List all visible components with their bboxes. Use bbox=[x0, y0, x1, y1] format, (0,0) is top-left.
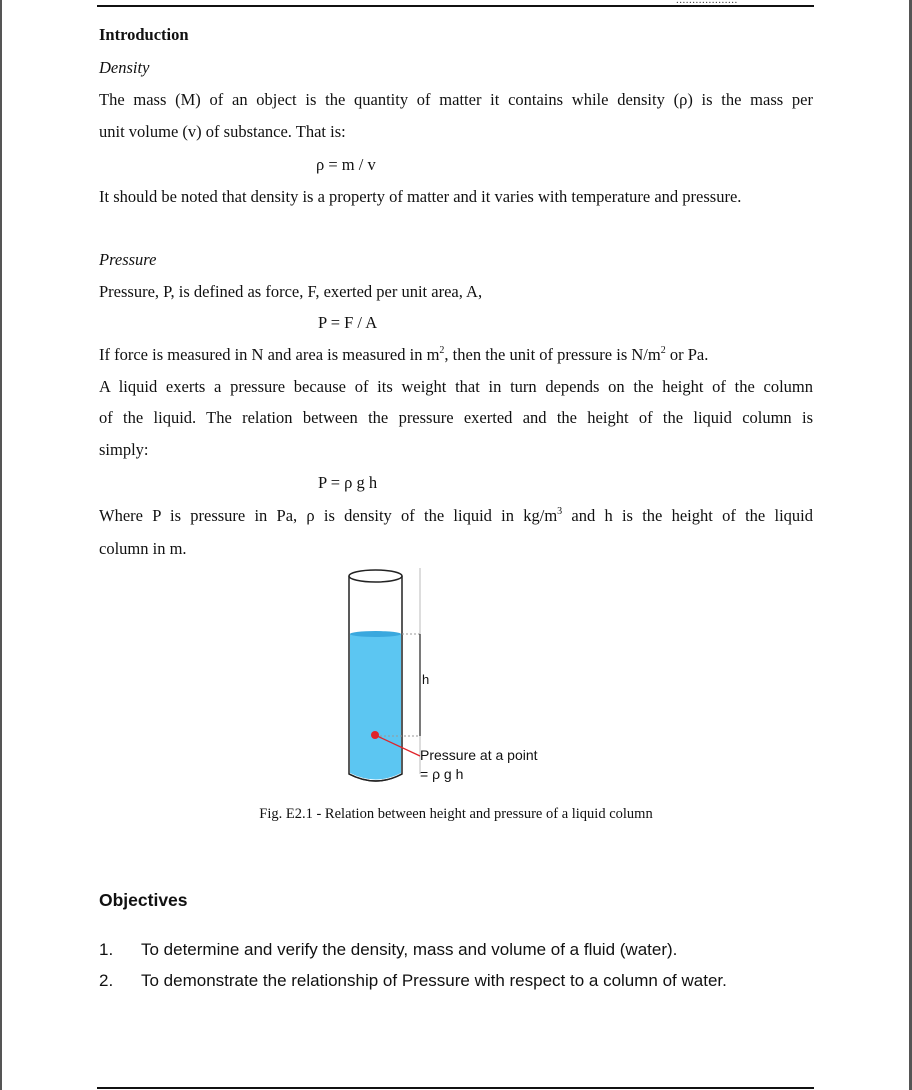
liquid-paragraph-line3: simply: bbox=[99, 440, 149, 459]
liquid-column bbox=[350, 634, 401, 780]
where-text-a: Where P is pressure in Pa, ρ is density of the liquid in kg/m bbox=[99, 506, 558, 525]
cylinder-rim bbox=[349, 570, 402, 582]
objectives-heading: Objectives bbox=[99, 890, 188, 910]
density-note: It should be noted that density is a property of matter and it varies with temperature and pressure. bbox=[99, 187, 742, 206]
hydrostatic-equation: P = ρ g h bbox=[318, 473, 378, 492]
introduction-heading: Introduction bbox=[99, 25, 189, 44]
where-line2: column in m. bbox=[99, 539, 187, 558]
unit-sup-2: 2 bbox=[660, 345, 666, 356]
unit-sup-1: 2 bbox=[439, 345, 445, 356]
objective-text-1: To determine and verify the density, mass and volume of a fluid (water). bbox=[141, 940, 678, 959]
objective-number-1: 1. bbox=[99, 940, 114, 959]
pressure-point-formula: = ρ g h bbox=[420, 766, 464, 782]
where-text-b: and h is the height of the liquid bbox=[562, 506, 813, 525]
height-label: h bbox=[422, 672, 430, 687]
pressure-equation: P = F / A bbox=[318, 313, 378, 332]
density-paragraph-line2: unit volume (v) of substance. That is: bbox=[99, 122, 346, 141]
header-fragment: ................... bbox=[676, 0, 738, 6]
where-line1 bbox=[99, 506, 813, 526]
figure-caption: Fig. E2.1 - Relation between height and pressure of a liquid column bbox=[259, 806, 653, 822]
unit-text-a: If force is measured in N and area is measured in m bbox=[99, 345, 440, 364]
density-paragraph-line1: The mass (M) of an object is the quantity of matter it contains while density (ρ) is the mass per bbox=[99, 90, 813, 109]
objective-text-2: To demonstrate the relationship of Pressure with respect to a column of water. bbox=[141, 971, 727, 990]
page-edge-left bbox=[0, 0, 2, 1090]
pressure-unit-line bbox=[99, 345, 708, 365]
density-subheading: Density bbox=[99, 58, 150, 77]
density-equation: ρ = m / v bbox=[316, 155, 376, 174]
liquid-surface bbox=[350, 631, 401, 637]
pressure-subheading: Pressure bbox=[99, 250, 157, 269]
where-sup: 3 bbox=[557, 506, 563, 517]
unit-text-b: , then the unit of pressure is N/m bbox=[444, 345, 661, 364]
pressure-point-label: Pressure at a point bbox=[420, 747, 538, 763]
liquid-column-figure bbox=[330, 560, 590, 792]
liquid-paragraph-line2: of the liquid. The relation between the pressure exerted and the height of the liquid column is bbox=[99, 408, 813, 427]
footer-rule bbox=[97, 1087, 814, 1089]
liquid-paragraph-line1: A liquid exerts a pressure because of its weight that in turn depends on the height of the column bbox=[99, 377, 813, 396]
unit-text-c: or Pa. bbox=[665, 345, 709, 364]
pressure-definition: Pressure, P, is defined as force, F, exerted per unit area, A, bbox=[99, 282, 483, 301]
objective-number-2: 2. bbox=[99, 971, 114, 990]
